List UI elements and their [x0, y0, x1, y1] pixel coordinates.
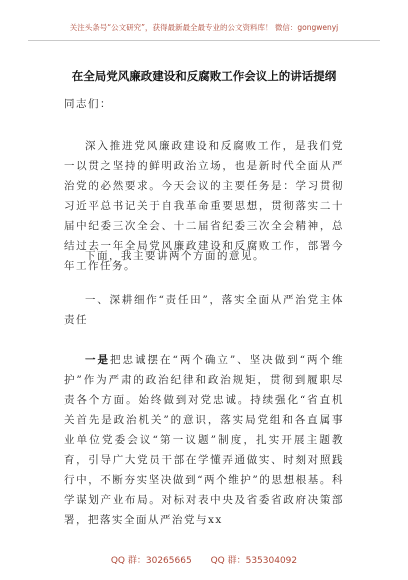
paragraph-intro: 深入推进党风廉政建设和反腐败工作，是我们党一以贯之坚持的鲜明政治立场，也是新时代全面从严治党的必然要求。今天会议的主要任务是：学习贯彻习近平总书记关于自我革命重要思想，贯彻落实二十届中纪委三次全会、十二届省纪委三次全会精神，总结过去一年全局党风廉政建设和反腐败工作，部署今年工作任务。	[64, 140, 344, 272]
section-heading-1: 一、深耕细作“责任田”，落实全面从严治党主体责任	[64, 294, 344, 326]
point-lead: 一是	[85, 354, 110, 366]
header-divider	[28, 40, 380, 41]
footer-qq-group-2: QQ 群：535304092	[210, 556, 298, 566]
paragraph-outline: 下面，我主要讲两个方面的意见。	[85, 250, 265, 262]
point-body: 把忠诚摆在“两个确立”、坚决做到“两个维护”作为严肃的政治纪律和政治规矩，贯彻到履职尽责各个方面。始终做到对党忠诚。持续强化“省直机关首先是政治机关”的意识，落实局党组和各直属事业单位党委会议“第一议题”制度，扎实开展主题教育，引导广大党员干部在学懂弄通做实、时刻对照践行中，不断夯实坚决做到“两个维护”的思想根基。科学谋划产业布局。对标对表中央及省委省政府决策部署，把落实全面从严治党与xx	[64, 354, 345, 526]
document-title: 在全局党风廉政建设和反腐败工作会议上的讲话提纲	[71, 69, 337, 83]
paragraph-point-1	[64, 350, 344, 530]
salutation: 同志们：	[64, 98, 112, 110]
footer	[0, 553, 408, 566]
header-promo-text: 关注头条号“公文研究”，获得最新最全最专业的公文资料库！ 微信：gongwenyj	[69, 23, 339, 32]
footer-qq-group-1: QQ 群：30265665	[110, 556, 192, 566]
